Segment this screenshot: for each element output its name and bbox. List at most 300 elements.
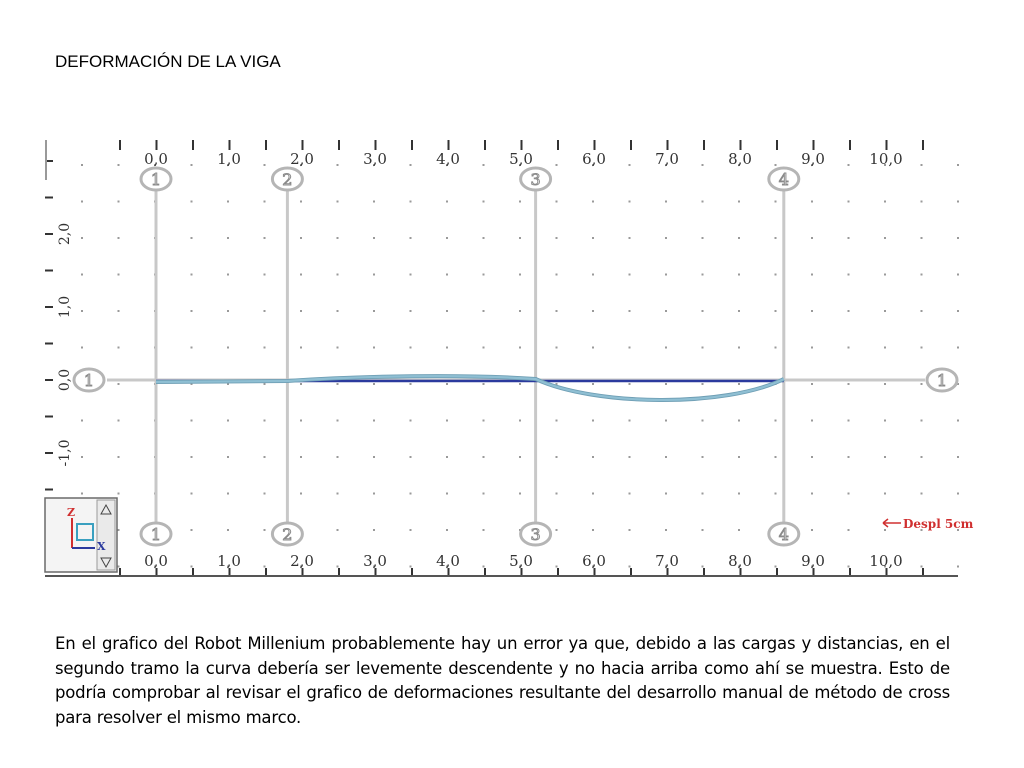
ruler-tick [557, 140, 559, 150]
grid-dot [264, 164, 266, 166]
grid-dot [592, 347, 594, 349]
gridline-bubble-label: 2 [282, 170, 293, 189]
grid-dot [227, 529, 229, 531]
grid-dot [884, 310, 886, 312]
grid-dot [483, 310, 485, 312]
grid-dot [884, 529, 886, 531]
grid-dot [848, 566, 850, 568]
grid-dot [264, 493, 266, 495]
grid-dot [848, 383, 850, 385]
grid-dot [738, 274, 740, 276]
grid-dot [556, 347, 558, 349]
ruler-tick [776, 140, 778, 150]
grid-dot [118, 237, 120, 239]
x-tick-label: 6,0 [582, 552, 606, 570]
grid-dot [446, 456, 448, 458]
grid-dot [337, 347, 339, 349]
grid-dots [81, 164, 959, 568]
grid-dot [702, 529, 704, 531]
grid-dot [811, 201, 813, 203]
grid-dot [446, 493, 448, 495]
gridline-bubble-label: 1 [936, 371, 948, 390]
grid-dot [118, 164, 120, 166]
grid-dot [227, 493, 229, 495]
grid-dot [410, 493, 412, 495]
grid-dot [921, 383, 923, 385]
triad-x-label: X [97, 540, 106, 553]
grid-dot [921, 566, 923, 568]
gridline-bubble-label: 1 [150, 170, 162, 189]
grid-dot [446, 310, 448, 312]
grid-dot [81, 456, 83, 458]
ruler-tick [886, 140, 888, 150]
grid-dot [483, 420, 485, 422]
grid-dot [775, 310, 777, 312]
grid-dot [446, 274, 448, 276]
grid-dot [337, 566, 339, 568]
x-tick-label: 5,0 [509, 150, 533, 168]
grid-dot [410, 310, 412, 312]
grid-dot [665, 420, 667, 422]
grid-dot [483, 164, 485, 166]
grid-dot [556, 566, 558, 568]
grid-dot [556, 529, 558, 531]
grid-dot [848, 493, 850, 495]
grid-dot [191, 347, 193, 349]
gridline-bubble-label: 3 [530, 525, 541, 544]
grid-dot [884, 456, 886, 458]
ruler-tick [740, 140, 742, 150]
y-tick-label: -1,0 [57, 439, 73, 467]
grid-dot [264, 529, 266, 531]
x-tick-label: 4,0 [436, 150, 460, 168]
x-tick-label: 8,0 [728, 552, 752, 570]
grid-dot [884, 420, 886, 422]
grid-dot [884, 237, 886, 239]
grid-dot [921, 164, 923, 166]
x-tick-label: 10,0 [869, 552, 903, 570]
grid-dot [81, 420, 83, 422]
grid-dot [629, 347, 631, 349]
grid-dot [227, 347, 229, 349]
robot-deformation-view [45, 140, 974, 577]
grid-dot [410, 456, 412, 458]
grid-dot [227, 274, 229, 276]
gridline-bubble-label: 2 [282, 525, 293, 544]
grid-dot [483, 566, 485, 568]
x-tick-label: 7,0 [655, 552, 679, 570]
x-tick-label: 3,0 [363, 552, 387, 570]
grid-dot [702, 201, 704, 203]
grid-dot [592, 274, 594, 276]
grid-dot [191, 164, 193, 166]
grid-dot [191, 456, 193, 458]
grid-dot [738, 310, 740, 312]
grid-dot [519, 201, 521, 203]
grid-dot [665, 201, 667, 203]
grid-dot [592, 529, 594, 531]
ruler-tick [594, 140, 596, 150]
x-tick-label: 8,0 [728, 150, 752, 168]
grid-dot [702, 237, 704, 239]
grid-dot [884, 383, 886, 385]
grid-dot [811, 420, 813, 422]
grid-dot [519, 383, 521, 385]
grid-dot [483, 201, 485, 203]
grid-dot [738, 456, 740, 458]
grid-dot [410, 420, 412, 422]
ruler-tick [630, 140, 632, 150]
grid-dot [556, 237, 558, 239]
grid-dot [629, 420, 631, 422]
grid-dot [264, 201, 266, 203]
grid-dot [629, 310, 631, 312]
grid-dot [337, 529, 339, 531]
grid-dot [446, 529, 448, 531]
grid-dot [483, 237, 485, 239]
grid-dot [337, 201, 339, 203]
grid-dot [519, 493, 521, 495]
grid-dot [483, 274, 485, 276]
ruler-tick [45, 416, 53, 418]
ruler-tick [265, 140, 267, 150]
grid-dot [300, 201, 302, 203]
grid-dot [957, 347, 959, 349]
x-axis-labels-bottom [144, 552, 903, 570]
ruler-tick [448, 140, 450, 150]
grid-dot [848, 456, 850, 458]
grid-dot [921, 420, 923, 422]
grid-dot [410, 237, 412, 239]
grid-dot [665, 456, 667, 458]
grid-dot [118, 383, 120, 385]
grid-dot [118, 347, 120, 349]
grid-dot [702, 164, 704, 166]
grid-dot [519, 237, 521, 239]
grid-dot [665, 347, 667, 349]
ruler-tick [156, 140, 158, 150]
ruler-tick [229, 140, 231, 150]
grid-dot [702, 493, 704, 495]
x-tick-label: 0,0 [144, 552, 168, 570]
grid-dot [337, 420, 339, 422]
grid-dot [191, 529, 193, 531]
ruler-tick [45, 379, 53, 381]
grid-dot [592, 493, 594, 495]
grid-dot [665, 529, 667, 531]
grid-dot [848, 201, 850, 203]
x-axis-labels-top [144, 150, 903, 168]
grid-dot [519, 456, 521, 458]
legend-label: Despl 5cm [903, 517, 974, 531]
grid-dot [775, 566, 777, 568]
grid-dot [629, 529, 631, 531]
grid-dot [118, 529, 120, 531]
grid-dot [848, 310, 850, 312]
grid-dot [957, 310, 959, 312]
grid-dot [848, 347, 850, 349]
grid-dot [227, 201, 229, 203]
grid-dot [556, 493, 558, 495]
grid-dot [81, 274, 83, 276]
grid-dot [300, 274, 302, 276]
grid-dot [81, 164, 83, 166]
grid-dot [446, 420, 448, 422]
grid-dot [738, 493, 740, 495]
grid-dot [775, 164, 777, 166]
legend-arrow-icon [883, 519, 901, 527]
grid-dot [957, 456, 959, 458]
grid-dot [483, 383, 485, 385]
grid-dot [957, 420, 959, 422]
y-tick-label: 1,0 [57, 295, 73, 319]
grid-dot [848, 420, 850, 422]
grid-dot [775, 237, 777, 239]
ruler-tick [703, 140, 705, 150]
x-tick-label: 2,0 [290, 552, 314, 570]
frame-bottom [45, 575, 958, 577]
grid-dot [884, 347, 886, 349]
grid-dot [483, 493, 485, 495]
grid-dot [811, 383, 813, 385]
y-tick-label: 0,0 [57, 368, 73, 392]
grid-dot [665, 310, 667, 312]
grid-dot [337, 493, 339, 495]
grid-dot [81, 310, 83, 312]
grid-dot [191, 201, 193, 203]
grid-dot [410, 566, 412, 568]
grid-dot [300, 310, 302, 312]
grid-dot [884, 493, 886, 495]
grid-dot [811, 347, 813, 349]
grid-dot [848, 274, 850, 276]
grid-dot [410, 347, 412, 349]
grid-dot [118, 274, 120, 276]
grid-dot [483, 456, 485, 458]
grid-dot [300, 237, 302, 239]
grid-dot [227, 310, 229, 312]
grid-dot [702, 310, 704, 312]
grid-dot [337, 237, 339, 239]
grid-dot [738, 201, 740, 203]
grid-dot [118, 420, 120, 422]
grid-dot [665, 237, 667, 239]
grid-dot [665, 383, 667, 385]
grid-dot [81, 237, 83, 239]
grid-dot [118, 566, 120, 568]
ruler-tick [45, 197, 53, 199]
grid-dot [373, 201, 375, 203]
grid-dot [629, 164, 631, 166]
grid-dot [592, 420, 594, 422]
grid-dot [483, 347, 485, 349]
gridline-bubble-label: 1 [83, 371, 95, 390]
grid-dot [373, 383, 375, 385]
grid-dot [519, 310, 521, 312]
grid-dot [264, 310, 266, 312]
grid-dot [921, 493, 923, 495]
grid-dot [921, 456, 923, 458]
grid-dot [191, 274, 193, 276]
gridline-bubbles [74, 168, 957, 545]
grid-dot [629, 456, 631, 458]
grid-dot [300, 493, 302, 495]
grid-dot [921, 347, 923, 349]
gridline-bubble-label: 1 [150, 525, 162, 544]
x-tick-label: 10,0 [869, 150, 903, 168]
axis-triad-widget[interactable] [45, 498, 117, 572]
grid-dot [957, 164, 959, 166]
grid-dot [702, 383, 704, 385]
grid-dot [483, 529, 485, 531]
grid-dot [884, 274, 886, 276]
grid-dot [264, 237, 266, 239]
grid-dot [738, 347, 740, 349]
x-tick-label: 4,0 [436, 552, 460, 570]
grid-dot [191, 420, 193, 422]
grid-dot [629, 566, 631, 568]
grid-dot [592, 237, 594, 239]
grid-dot [118, 201, 120, 203]
grid-dot [337, 164, 339, 166]
x-tick-label: 0,0 [144, 150, 168, 168]
frame-left [45, 140, 47, 180]
structure-gridlines [107, 190, 925, 524]
grid-dot [118, 493, 120, 495]
grid-dot [556, 456, 558, 458]
grid-dot [300, 456, 302, 458]
ruler-tick [45, 233, 53, 235]
ruler-tick [411, 140, 413, 150]
ruler-tick [813, 140, 815, 150]
grid-dot [264, 347, 266, 349]
grid-dot [848, 529, 850, 531]
grid-dot [337, 383, 339, 385]
grid-dot [957, 566, 959, 568]
grid-dot [81, 347, 83, 349]
triad-scroll[interactable] [97, 500, 115, 570]
grid-dot [373, 310, 375, 312]
displacement-legend [883, 517, 974, 531]
grid-dot [957, 201, 959, 203]
ruler-tick [667, 140, 669, 150]
ruler-tick [338, 140, 340, 150]
ruler-tick [45, 306, 53, 308]
x-tick-label: 6,0 [582, 150, 606, 168]
grid-dot [81, 201, 83, 203]
grid-dot [702, 420, 704, 422]
grid-dot [884, 201, 886, 203]
grid-dot [337, 274, 339, 276]
gridline-bubble-label: 4 [778, 525, 789, 544]
grid-dot [300, 347, 302, 349]
ruler-tick [192, 140, 194, 150]
grid-dot [775, 493, 777, 495]
grid-dot [373, 529, 375, 531]
grid-dot [446, 201, 448, 203]
x-tick-label: 9,0 [801, 552, 825, 570]
grid-dot [556, 201, 558, 203]
grid-dot [410, 383, 412, 385]
grid-dot [373, 456, 375, 458]
grid-dot [227, 237, 229, 239]
ruler-tick [45, 452, 53, 454]
grid-dot [446, 237, 448, 239]
grid-dot [738, 529, 740, 531]
ruler-tick [922, 140, 924, 150]
grid-dot [702, 566, 704, 568]
grid-dot [629, 493, 631, 495]
grid-dot [373, 274, 375, 276]
grid-dot [921, 201, 923, 203]
grid-dot [556, 310, 558, 312]
grid-dot [921, 274, 923, 276]
grid-dot [446, 383, 448, 385]
ruler-tick [302, 140, 304, 150]
grid-dot [118, 310, 120, 312]
ruler-tick [375, 140, 377, 150]
grid-dot [811, 310, 813, 312]
grid-dot [848, 164, 850, 166]
ruler-tick [45, 270, 53, 272]
ruler-tick [521, 140, 523, 150]
x-tick-label: 7,0 [655, 150, 679, 168]
x-tick-label: 9,0 [801, 150, 825, 168]
grid-dot [264, 566, 266, 568]
slide-body-text: En el grafico del Robot Millenium probablemente hay un error ya que, debido a las cargas y distancias, en el segundo tramo la curva debería ser levemente descendente y no hacia arriba como ahí se muestra. Esto de podría comprobar al revisar el grafico de deformaciones resultante del desarrollo manual de método de cross para resolver el mismo marco. [55, 634, 950, 727]
grid-dot [775, 420, 777, 422]
grid-dot [811, 237, 813, 239]
grid-dot [957, 237, 959, 239]
triad-z-label: Z [67, 506, 76, 519]
grid-dot [556, 164, 558, 166]
ruler-tick [849, 140, 851, 150]
grid-dot [665, 493, 667, 495]
grid-dot [373, 347, 375, 349]
grid-dot [446, 347, 448, 349]
grid-dot [775, 274, 777, 276]
ruler-tick [45, 489, 53, 491]
y-axis-labels [57, 223, 73, 467]
grid-dot [738, 420, 740, 422]
grid-dot [629, 201, 631, 203]
grid-dot [337, 456, 339, 458]
slide-title: DEFORMACIÓN DE LA VIGA [55, 52, 281, 71]
grid-dot [592, 383, 594, 385]
ruler-tick [119, 140, 121, 150]
gridline-bubble-label: 4 [778, 170, 789, 189]
grid-dot [264, 456, 266, 458]
grid-dot [191, 493, 193, 495]
grid-dot [191, 566, 193, 568]
ruler-tick [45, 343, 53, 345]
grid-dot [373, 237, 375, 239]
grid-dot [592, 456, 594, 458]
gridline-bubble-label: 3 [530, 170, 541, 189]
grid-dot [921, 237, 923, 239]
grid-dot [556, 420, 558, 422]
grid-dot [191, 310, 193, 312]
grid-dot [410, 164, 412, 166]
x-tick-label: 1,0 [217, 552, 241, 570]
grid-dot [410, 201, 412, 203]
grid-dot [264, 420, 266, 422]
grid-dot [702, 347, 704, 349]
grid-dot [227, 456, 229, 458]
grid-dot [227, 420, 229, 422]
grid-dot [738, 383, 740, 385]
grid-dot [264, 383, 266, 385]
